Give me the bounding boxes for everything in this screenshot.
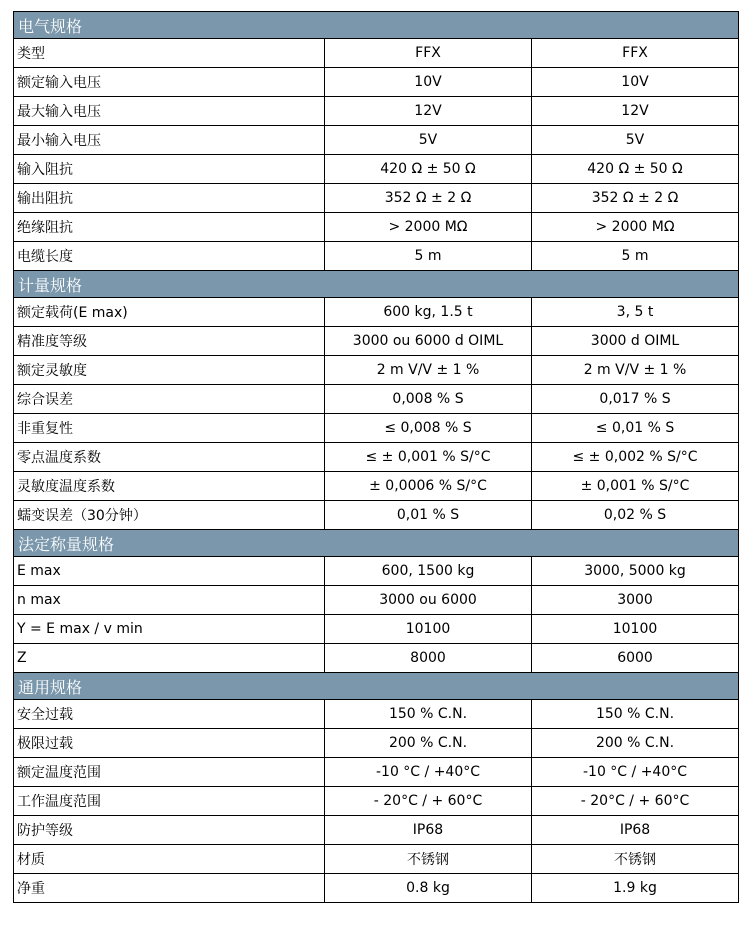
- spec-value-col1: 420 Ω ± 50 Ω: [325, 155, 532, 184]
- spec-label: E max: [14, 557, 325, 586]
- spec-label: 输入阻抗: [14, 155, 325, 184]
- spec-value-col1: - 20°C / + 60°C: [325, 787, 532, 816]
- section-header-row: [14, 673, 739, 700]
- spec-value-col1: 5 m: [325, 242, 532, 271]
- spec-row: [14, 615, 739, 644]
- spec-value-col1: FFX: [325, 39, 532, 68]
- spec-value-col1: > 2000 MΩ: [325, 213, 532, 242]
- spec-table: [13, 11, 739, 903]
- spec-value-col1: 150 % C.N.: [325, 700, 532, 729]
- spec-value-col2: 352 Ω ± 2 Ω: [532, 184, 739, 213]
- spec-value-col1: 10100: [325, 615, 532, 644]
- spec-value-col1: ≤ ± 0,001 % S/°C: [325, 443, 532, 472]
- spec-value-col2: IP68: [532, 816, 739, 845]
- spec-value-col1: IP68: [325, 816, 532, 845]
- spec-label: 精准度等级: [14, 327, 325, 356]
- spec-value-col1: ≤ 0,008 % S: [325, 414, 532, 443]
- spec-value-col2: ≤ ± 0,002 % S/°C: [532, 443, 739, 472]
- spec-label: 安全过载: [14, 700, 325, 729]
- spec-label: 最大输入电压: [14, 97, 325, 126]
- section-title: 通用规格: [14, 673, 739, 700]
- spec-value-col1: -10 °C / +40°C: [325, 758, 532, 787]
- spec-value-col1: 0.8 kg: [325, 874, 532, 903]
- spec-row: [14, 39, 739, 68]
- spec-row: [14, 586, 739, 615]
- spec-row: [14, 845, 739, 874]
- spec-value-col1: 3000 ou 6000 d OIML: [325, 327, 532, 356]
- spec-row: [14, 787, 739, 816]
- spec-row: [14, 874, 739, 903]
- spec-value-col2: 3000, 5000 kg: [532, 557, 739, 586]
- spec-label: 灵敏度温度系数: [14, 472, 325, 501]
- spec-row: [14, 68, 739, 97]
- spec-label: 输出阻抗: [14, 184, 325, 213]
- spec-label: 零点温度系数: [14, 443, 325, 472]
- spec-label: 综合误差: [14, 385, 325, 414]
- spec-label: 电缆长度: [14, 242, 325, 271]
- spec-value-col2: ≤ 0,01 % S: [532, 414, 739, 443]
- spec-value-col1: 352 Ω ± 2 Ω: [325, 184, 532, 213]
- spec-row: [14, 242, 739, 271]
- spec-row: [14, 557, 739, 586]
- spec-label: 材质: [14, 845, 325, 874]
- spec-value-col2: 5 m: [532, 242, 739, 271]
- section-title: 法定称量规格: [14, 530, 739, 557]
- spec-value-col2: - 20°C / + 60°C: [532, 787, 739, 816]
- spec-value-col2: FFX: [532, 39, 739, 68]
- spec-label: 额定温度范围: [14, 758, 325, 787]
- spec-value-col2: 不锈钢: [532, 845, 739, 874]
- spec-value-col1: ± 0,0006 % S/°C: [325, 472, 532, 501]
- spec-row: [14, 97, 739, 126]
- spec-value-col2: 1.9 kg: [532, 874, 739, 903]
- spec-row: [14, 758, 739, 787]
- spec-value-col1: 5V: [325, 126, 532, 155]
- spec-label: 工作温度范围: [14, 787, 325, 816]
- spec-row: [14, 700, 739, 729]
- spec-row: [14, 298, 739, 327]
- spec-value-col1: 2 m V/V ± 1 %: [325, 356, 532, 385]
- spec-label: n max: [14, 586, 325, 615]
- spec-value-col2: 0,02 % S: [532, 501, 739, 530]
- spec-value-col2: 10100: [532, 615, 739, 644]
- spec-row: [14, 385, 739, 414]
- spec-value-col1: 0,008 % S: [325, 385, 532, 414]
- spec-value-col2: 5V: [532, 126, 739, 155]
- spec-label: 绝缘阻抗: [14, 213, 325, 242]
- spec-value-col2: 6000: [532, 644, 739, 673]
- spec-value-col2: 12V: [532, 97, 739, 126]
- spec-row: [14, 729, 739, 758]
- spec-value-col1: 600 kg, 1.5 t: [325, 298, 532, 327]
- spec-value-col2: 3, 5 t: [532, 298, 739, 327]
- spec-value-col2: 0,017 % S: [532, 385, 739, 414]
- spec-value-col2: 150 % C.N.: [532, 700, 739, 729]
- spec-value-col1: 3000 ou 6000: [325, 586, 532, 615]
- spec-row: [14, 327, 739, 356]
- spec-label: 净重: [14, 874, 325, 903]
- spec-label: 非重复性: [14, 414, 325, 443]
- spec-row: [14, 472, 739, 501]
- section-header-row: [14, 530, 739, 557]
- spec-label: 额定载荷(E max): [14, 298, 325, 327]
- spec-value-col2: 3000 d OIML: [532, 327, 739, 356]
- section-header-row: [14, 271, 739, 298]
- spec-value-col1: 200 % C.N.: [325, 729, 532, 758]
- spec-value-col1: 12V: [325, 97, 532, 126]
- spec-row: [14, 356, 739, 385]
- spec-label: 额定灵敏度: [14, 356, 325, 385]
- spec-label: Y = E max / v min: [14, 615, 325, 644]
- spec-label: 类型: [14, 39, 325, 68]
- spec-value-col2: 200 % C.N.: [532, 729, 739, 758]
- spec-row: [14, 184, 739, 213]
- spec-label: 额定输入电压: [14, 68, 325, 97]
- spec-value-col2: -10 °C / +40°C: [532, 758, 739, 787]
- spec-label: 防护等级: [14, 816, 325, 845]
- spec-row: [14, 155, 739, 184]
- spec-value-col2: 2 m V/V ± 1 %: [532, 356, 739, 385]
- section-header-row: [14, 12, 739, 39]
- spec-value-col2: 10V: [532, 68, 739, 97]
- spec-value-col1: 不锈钢: [325, 845, 532, 874]
- spec-label: 最小输入电压: [14, 126, 325, 155]
- spec-row: [14, 816, 739, 845]
- section-title: 计量规格: [14, 271, 739, 298]
- section-title: 电气规格: [14, 12, 739, 39]
- spec-value-col1: 10V: [325, 68, 532, 97]
- spec-row: [14, 443, 739, 472]
- spec-row: [14, 501, 739, 530]
- spec-row: [14, 644, 739, 673]
- spec-value-col1: 600, 1500 kg: [325, 557, 532, 586]
- spec-table-body: [14, 12, 739, 903]
- spec-value-col2: ± 0,001 % S/°C: [532, 472, 739, 501]
- spec-row: [14, 126, 739, 155]
- spec-value-col1: 8000: [325, 644, 532, 673]
- spec-value-col1: 0,01 % S: [325, 501, 532, 530]
- spec-label: 蠕变误差（30分钟）: [14, 501, 325, 530]
- spec-value-col2: > 2000 MΩ: [532, 213, 739, 242]
- spec-label: 极限过载: [14, 729, 325, 758]
- spec-row: [14, 213, 739, 242]
- spec-value-col2: 420 Ω ± 50 Ω: [532, 155, 739, 184]
- spec-value-col2: 3000: [532, 586, 739, 615]
- spec-label: Z: [14, 644, 325, 673]
- spec-row: [14, 414, 739, 443]
